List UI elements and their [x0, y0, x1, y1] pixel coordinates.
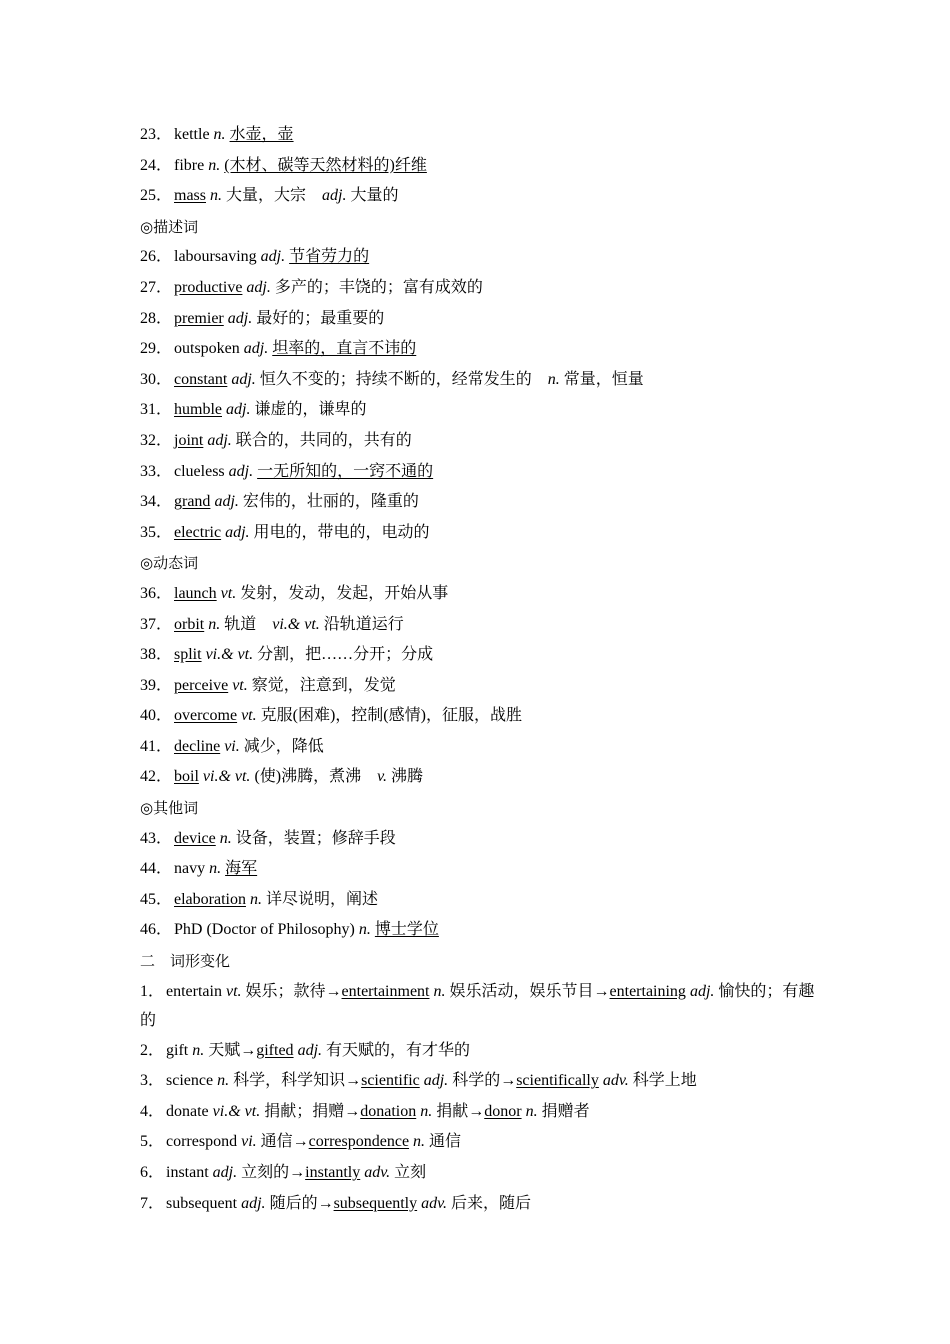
vocab-item: 24． fibre n. (木材、碳等天然材料的)纤维 — [140, 156, 427, 174]
vocab-item: 36． launch vt. 发射，发动，发起，开始从事 — [140, 584, 449, 602]
form-item: 3． science n. 科学，科学知识→scientific adj. 科学的→scientifically adv. 科学上地 — [140, 1072, 697, 1090]
vocab-item: 27． productive adj. 多产的；丰饶的；富有成效的 — [140, 278, 483, 296]
form-item: 5． correspond vi. 通信→correspondence n. 通信 — [140, 1133, 462, 1151]
vocab-item: 34． grand adj. 宏伟的，壮丽的，隆重的 — [140, 493, 419, 511]
vocab-item: 45． elaboration n. 详尽说明，阐述 — [140, 890, 378, 908]
vocab-item: 43． device n. 设备，装置；修辞手段 — [140, 829, 396, 847]
vocab-item: 44． navy n. 海军 — [140, 860, 258, 878]
vocab-item: 25． mass n. 大量，大宗 adj. 大量的 — [140, 187, 399, 205]
vocab-item: 35． electric adj. 用电的，带电的，电动的 — [140, 523, 430, 541]
vocab-item: 26． laboursaving adj. 节省劳力的 — [140, 248, 370, 266]
vocab-item: 40． overcome vt. 克服(困难)，控制(感情)，征服，战胜 — [140, 707, 522, 725]
vocab-item: 28． premier adj. 最好的；最重要的 — [140, 309, 385, 327]
vocab-item: 46． PhD (Doctor of Philosophy) n. 博士学位 — [140, 921, 439, 939]
vocab-item: 30． constant adj. 恒久不变的；持续不断的，经常发生的 n. 常量，恒量 — [140, 370, 644, 388]
vocab-item: 41． decline vi. 减少，降低 — [140, 737, 324, 755]
vocab-item: 23． kettle n. 水壶，壶 — [140, 126, 294, 143]
form-item: 6． instant adj. 立刻的→instantly adv. 立刻 — [140, 1164, 427, 1181]
vocab-item: 38． split vi.& vt. 分割，把……分开；分成 — [140, 646, 434, 664]
vocab-item: 31． humble adj. 谦虚的，谦卑的 — [140, 401, 367, 419]
heading-section-2: 二 词形变化 — [140, 952, 231, 971]
heading-other: ◎其他词 — [140, 799, 199, 818]
vocab-item: 29． outspoken adj. 坦率的，直言不讳的 — [140, 340, 417, 358]
heading-dynamic: ◎动态词 — [140, 554, 199, 573]
vocab-item: 33． clueless adj. 一无所知的，一窍不通的 — [140, 462, 434, 480]
heading-descriptive: ◎描述词 — [140, 217, 199, 236]
form-item: 2． gift n. 天赋→gifted adj. 有天赋的，有才华的 — [140, 1041, 471, 1059]
vocab-item: 39． perceive vt. 察觉，注意到，发觉 — [140, 676, 396, 694]
form-item: 7． subsequent adj. 随后的→subsequently adv. 后来，随后 — [140, 1194, 532, 1212]
document-page — [140, 120, 830, 1219]
vocab-item: 37． orbit n. 轨道 vi.& vt. 沿轨道运行 — [140, 615, 404, 633]
vocab-item: 32． joint adj. 联合的，共同的，共有的 — [140, 431, 412, 449]
form-item: 4． donate vi.& vt. 捐献；捐赠→donation n. 捐献→donor n. 捐赠者 — [140, 1102, 590, 1120]
vocab-item: 42． boil vi.& vt. (使)沸腾，煮沸 v. 沸腾 — [140, 768, 424, 786]
form-item: 1． entertain vt. 娱乐；款待→entertainment n. 娱乐活动，娱乐节目→entertaining adj. 愉快的；有趣的 — [140, 982, 815, 1030]
